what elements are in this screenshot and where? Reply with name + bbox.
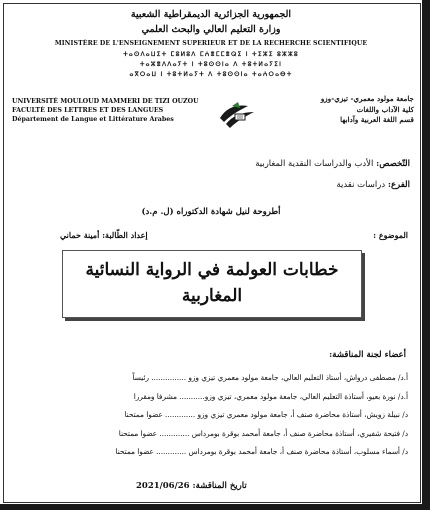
scrollbar-edge — [422, 0, 430, 510]
department-name-fr: Département de Langue et Littérature Arabes — [12, 116, 174, 123]
committee-member: أ.د/ نورة بعيو، أستاذة التعليم العالي، جامعة مولود معمري، تيزي وزو........... مشرفا ومقررا — [133, 391, 408, 401]
thesis-title-line-2: المغاربية — [181, 286, 243, 306]
topic-label: الموضوع : — [373, 230, 408, 240]
committee-member: أ.د/ مصطفى درواش، أستاذ التعليم العالي، جامعة مولود معمري تيزي وزو ............... رئيساً — [132, 373, 408, 382]
republic-title: الجمهورية الجزائرية الديمقراطية الشعبية — [130, 9, 292, 20]
faculty-name-ar: كلية الآداب واللغات — [356, 104, 414, 114]
student-name: إعداد الطّالبة: أمينة حماني — [60, 230, 148, 240]
specialty-row — [255, 159, 410, 169]
defense-date-value: 2021/06/26 — [136, 481, 190, 491]
tifinagh-line-1: ⵜⴰⵙⴷⴰⵡⵉⵜ ⵎⵓⵍⵓⴷ ⵎⵄⴻⵎⵎⴻⵕⵉ ⵏ ⵜⵉⵣⵉ ⵓⵣⵣⵓ — [123, 51, 299, 58]
defense-date — [136, 481, 247, 491]
branch-row — [336, 180, 410, 190]
bottom-edge — [0, 504, 430, 510]
ministry-title-fr: MINISTÈRE DE L'ENSEIGNEMENT SUPERIEUR ET DE LA RECHERCHE SCIENTIFIQUE — [54, 40, 368, 47]
defense-date-label: تاريخ المناقشة: — [192, 481, 247, 491]
faculty-name-fr: FACULTÉ DES LETTRES ET DES LANGUES — [12, 107, 164, 114]
specialty-label: التّخصص: — [376, 159, 410, 169]
committee-label: أعضاء لجنة المناقشة: — [329, 350, 406, 360]
committee-members-list — [16, 369, 408, 462]
branch-value: دراسات نقدية — [336, 180, 388, 190]
university-block-ar — [321, 94, 414, 126]
branch-label: الفرع: — [387, 180, 410, 190]
university-block-fr — [12, 97, 199, 124]
university-name-ar: جامعة مولود معمري- تيزي-وزو — [320, 94, 414, 103]
university-logo-icon — [218, 100, 256, 130]
thesis-title-line-1: خطابات العولمة في الرواية النسائية — [85, 260, 339, 280]
committee-member: د/ أسماء مسلوب، أستاذة محاضرة صنف أ، جامعة أمحمد بوقرة بومرداس ............. عضوا ممتحنا — [115, 447, 408, 457]
committee-member: د/ نبيلة زويش، أستاذة محاضرة صنف أ، جامعة مولود معمري تيزي وزو ............. عضوا ممتحنا — [124, 410, 408, 420]
specialty-value: الأدب والدراسات النقدية المغاربية — [255, 159, 377, 169]
tifinagh-line-2: ⵜⴰⵣⴻⴷⴷⴰⵢⵜ ⵏ ⵜⵓⵙⵙⵏⴰ ⴷ ⵜⵓⵜⵍⴰⵢⵉⵏ — [139, 61, 283, 68]
committee-member: د/ فتيحة شفيري، أستاذة محاضرة صنف أ، جامعة أمحمد بوقرة بومرداس ............. عضوا ممتحنا — [118, 428, 408, 438]
university-name-fr: UNIVERSITÉ MOULOUD MAMMERI DE TIZI OUZOU — [12, 98, 199, 105]
ministry-title-ar: وزارة التعليم العالي والبحث العلمي — [141, 24, 281, 35]
thesis-type: أطروحة لنيل شهادة الدكتوراه (ل. م.د) — [141, 207, 281, 217]
tifinagh-line-3: ⴰⴳⵔⴰⵡ ⵏ ⵜⵓⵜⵍⴰⵢⵜ ⴷ ⵜⵓⵙⵙⵏⴰ ⵜⴰⵄⵔⴰⴱⵜ — [129, 71, 293, 78]
department-name-ar: قسم اللغة العربية وآدابها — [340, 115, 414, 124]
thesis-title-box — [62, 250, 362, 318]
